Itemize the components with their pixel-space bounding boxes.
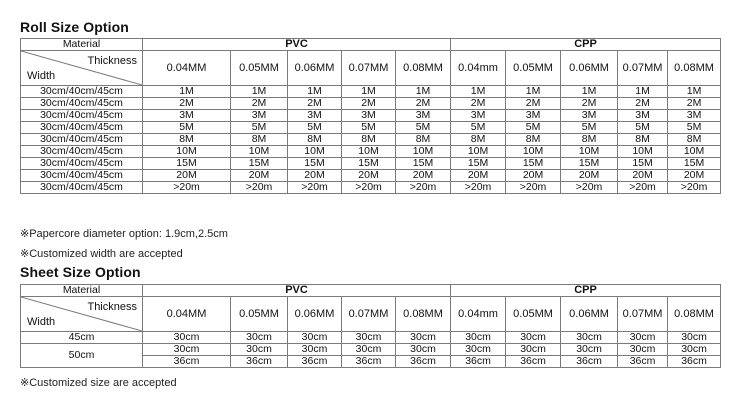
length-cell: 36cm xyxy=(231,356,288,368)
length-cell: 36cm xyxy=(143,356,231,368)
length-cell: 30cm xyxy=(451,332,506,344)
length-cell: 36cm xyxy=(618,356,668,368)
table-row xyxy=(21,110,721,122)
length-cell: 5M xyxy=(342,122,396,134)
length-cell: 2M xyxy=(506,98,561,110)
length-cell: 15M xyxy=(288,158,342,170)
length-cell: 20M xyxy=(231,170,288,182)
length-cell: 20M xyxy=(143,170,231,182)
length-cell: 30cm xyxy=(451,344,506,356)
length-cell: 30cm xyxy=(396,332,451,344)
length-cell: 8M xyxy=(561,134,618,146)
length-cell: 30cm xyxy=(231,332,288,344)
length-cell: 20M xyxy=(396,170,451,182)
length-cell: 36cm xyxy=(288,356,342,368)
cpp-group-header: CPP xyxy=(451,285,721,297)
thickness-header: 0.06MM xyxy=(288,297,342,332)
length-cell: 10M xyxy=(396,146,451,158)
length-cell: 3M xyxy=(342,110,396,122)
pvc-group-header: PVC xyxy=(143,285,451,297)
length-cell: 36cm xyxy=(396,356,451,368)
length-cell: 1M xyxy=(143,86,231,98)
length-cell: 10M xyxy=(618,146,668,158)
length-cell: 10M xyxy=(451,146,506,158)
length-cell: 15M xyxy=(143,158,231,170)
material-header: Material xyxy=(21,285,143,297)
length-cell: 1M xyxy=(288,86,342,98)
width-cell: 30cm/40cm/45cm xyxy=(21,146,143,158)
length-cell: >20m xyxy=(288,182,342,194)
length-cell: 15M xyxy=(451,158,506,170)
thickness-header: 0.04mm xyxy=(451,51,506,86)
thickness-header: 0.06MM xyxy=(288,51,342,86)
length-cell: 20M xyxy=(451,170,506,182)
width-cell: 30cm/40cm/45cm xyxy=(21,122,143,134)
width-cell: 30cm/40cm/45cm xyxy=(21,182,143,194)
thickness-header: 0.06MM xyxy=(561,297,618,332)
thickness-header: 0.04MM xyxy=(143,51,231,86)
length-cell: 5M xyxy=(561,122,618,134)
length-cell: 1M xyxy=(231,86,288,98)
length-cell: 2M xyxy=(451,98,506,110)
thickness-label: Thickness xyxy=(87,55,137,67)
length-cell: >20m xyxy=(618,182,668,194)
material-header: Material xyxy=(21,39,143,51)
thickness-header: 0.05MM xyxy=(231,297,288,332)
length-cell: >20m xyxy=(143,182,231,194)
table-row xyxy=(21,158,721,170)
thickness-header: 0.07MM xyxy=(618,51,668,86)
length-cell: 36cm xyxy=(668,356,721,368)
length-cell: 5M xyxy=(396,122,451,134)
length-cell: 3M xyxy=(506,110,561,122)
length-cell: >20m xyxy=(506,182,561,194)
custom-width-note: ※Customized width are accepted xyxy=(20,248,183,260)
length-cell: 1M xyxy=(396,86,451,98)
papercore-note: ※Papercore diameter option: 1.9cm,2.5cm xyxy=(20,228,228,240)
width-label: Width xyxy=(27,316,56,328)
length-cell: 15M xyxy=(396,158,451,170)
length-cell: 15M xyxy=(668,158,721,170)
length-cell: 1M xyxy=(451,86,506,98)
length-cell: 1M xyxy=(342,86,396,98)
pvc-group-header: PVC xyxy=(143,39,451,51)
thickness-header: 0.04MM xyxy=(143,297,231,332)
length-cell: 8M xyxy=(451,134,506,146)
length-cell: 2M xyxy=(618,98,668,110)
length-cell: 1M xyxy=(668,86,721,98)
length-cell: 10M xyxy=(143,146,231,158)
length-cell: 3M xyxy=(668,110,721,122)
thickness-header: 0.04mm xyxy=(451,297,506,332)
roll-size-table xyxy=(20,38,721,194)
length-cell: 1M xyxy=(506,86,561,98)
length-cell: 20M xyxy=(618,170,668,182)
length-cell: 30cm xyxy=(668,344,721,356)
length-cell: 30cm xyxy=(342,344,396,356)
length-cell: 5M xyxy=(506,122,561,134)
thickness-header: 0.05MM xyxy=(231,51,288,86)
cpp-group-header: CPP xyxy=(451,39,721,51)
width-cell: 50cm xyxy=(21,344,143,368)
roll-size-title: Roll Size Option xyxy=(20,19,129,35)
thickness-header: 0.08MM xyxy=(668,51,721,86)
sheet-size-table xyxy=(20,284,721,368)
length-cell: 20M xyxy=(506,170,561,182)
length-cell: 10M xyxy=(288,146,342,158)
length-cell: >20m xyxy=(231,182,288,194)
length-cell: 8M xyxy=(342,134,396,146)
width-cell: 30cm/40cm/45cm xyxy=(21,170,143,182)
length-cell: 15M xyxy=(231,158,288,170)
width-cell: 30cm/40cm/45cm xyxy=(21,86,143,98)
length-cell: 5M xyxy=(288,122,342,134)
thickness-header: 0.05MM xyxy=(506,297,561,332)
length-cell: 30cm xyxy=(506,332,561,344)
length-cell: 5M xyxy=(451,122,506,134)
length-cell: 36cm xyxy=(561,356,618,368)
width-cell: 30cm/40cm/45cm xyxy=(21,158,143,170)
length-cell: 20M xyxy=(668,170,721,182)
length-cell: 2M xyxy=(668,98,721,110)
table-row xyxy=(21,182,721,194)
length-cell: 15M xyxy=(342,158,396,170)
length-cell: 10M xyxy=(506,146,561,158)
length-cell: 2M xyxy=(561,98,618,110)
length-cell: 3M xyxy=(231,110,288,122)
length-cell: 15M xyxy=(618,158,668,170)
length-cell: 3M xyxy=(561,110,618,122)
length-cell: 10M xyxy=(342,146,396,158)
length-cell: 15M xyxy=(506,158,561,170)
length-cell: >20m xyxy=(396,182,451,194)
width-cell: 30cm/40cm/45cm xyxy=(21,110,143,122)
width-cell: 30cm/40cm/45cm xyxy=(21,134,143,146)
length-cell: 30cm xyxy=(288,344,342,356)
length-cell: 1M xyxy=(561,86,618,98)
length-cell: 36cm xyxy=(506,356,561,368)
length-cell: 30cm xyxy=(143,332,231,344)
length-cell: 8M xyxy=(288,134,342,146)
length-cell: >20m xyxy=(451,182,506,194)
table-row xyxy=(21,332,721,344)
length-cell: 8M xyxy=(668,134,721,146)
length-cell: 30cm xyxy=(231,344,288,356)
length-cell: 8M xyxy=(143,134,231,146)
thickness-header-row xyxy=(21,297,721,332)
length-cell: 36cm xyxy=(451,356,506,368)
length-cell: 20M xyxy=(561,170,618,182)
length-cell: 3M xyxy=(618,110,668,122)
length-cell: 30cm xyxy=(618,332,668,344)
length-cell: 30cm xyxy=(668,332,721,344)
length-cell: 2M xyxy=(231,98,288,110)
thickness-header: 0.07MM xyxy=(342,297,396,332)
thickness-header: 0.07MM xyxy=(618,297,668,332)
table-row xyxy=(21,122,721,134)
table-row xyxy=(21,98,721,110)
length-cell: 20M xyxy=(288,170,342,182)
length-cell: 30cm xyxy=(506,344,561,356)
thickness-width-diagonal-cell xyxy=(21,51,143,86)
length-cell: 5M xyxy=(231,122,288,134)
length-cell: 3M xyxy=(396,110,451,122)
thickness-header: 0.08MM xyxy=(396,297,451,332)
length-cell: 10M xyxy=(668,146,721,158)
length-cell: 8M xyxy=(506,134,561,146)
length-cell: 1M xyxy=(618,86,668,98)
length-cell: 3M xyxy=(143,110,231,122)
table-row xyxy=(21,134,721,146)
table-row xyxy=(21,344,721,356)
thickness-header: 0.08MM xyxy=(396,51,451,86)
thickness-header: 0.08MM xyxy=(668,297,721,332)
length-cell: 10M xyxy=(561,146,618,158)
thickness-label: Thickness xyxy=(87,301,137,313)
thickness-header: 0.06MM xyxy=(561,51,618,86)
length-cell: 2M xyxy=(288,98,342,110)
length-cell: 30cm xyxy=(396,344,451,356)
length-cell: 8M xyxy=(231,134,288,146)
length-cell: 8M xyxy=(396,134,451,146)
length-cell: 30cm xyxy=(561,332,618,344)
thickness-header: 0.07MM xyxy=(342,51,396,86)
length-cell: 36cm xyxy=(342,356,396,368)
length-cell: 20M xyxy=(342,170,396,182)
table-row xyxy=(21,170,721,182)
length-cell: 30cm xyxy=(342,332,396,344)
thickness-header: 0.05MM xyxy=(506,51,561,86)
width-label: Width xyxy=(27,70,56,82)
length-cell: 2M xyxy=(143,98,231,110)
length-cell: 10M xyxy=(231,146,288,158)
length-cell: 30cm xyxy=(561,344,618,356)
length-cell: 30cm xyxy=(143,344,231,356)
length-cell: 2M xyxy=(396,98,451,110)
width-cell: 30cm/40cm/45cm xyxy=(21,98,143,110)
length-cell: 5M xyxy=(618,122,668,134)
thickness-width-diagonal-cell xyxy=(21,297,143,332)
length-cell: 5M xyxy=(143,122,231,134)
thickness-header-row xyxy=(21,51,721,86)
table-row xyxy=(21,86,721,98)
length-cell: 15M xyxy=(561,158,618,170)
length-cell: 5M xyxy=(668,122,721,134)
width-cell: 45cm xyxy=(21,332,143,344)
length-cell: 3M xyxy=(451,110,506,122)
length-cell: 30cm xyxy=(618,344,668,356)
sheet-size-title: Sheet Size Option xyxy=(20,264,141,280)
length-cell: 3M xyxy=(288,110,342,122)
table-row xyxy=(21,146,721,158)
length-cell: >20m xyxy=(668,182,721,194)
length-cell: >20m xyxy=(561,182,618,194)
length-cell: >20m xyxy=(342,182,396,194)
custom-size-note: ※Customized size are accepted xyxy=(20,377,177,389)
length-cell: 8M xyxy=(618,134,668,146)
length-cell: 30cm xyxy=(288,332,342,344)
length-cell: 2M xyxy=(342,98,396,110)
